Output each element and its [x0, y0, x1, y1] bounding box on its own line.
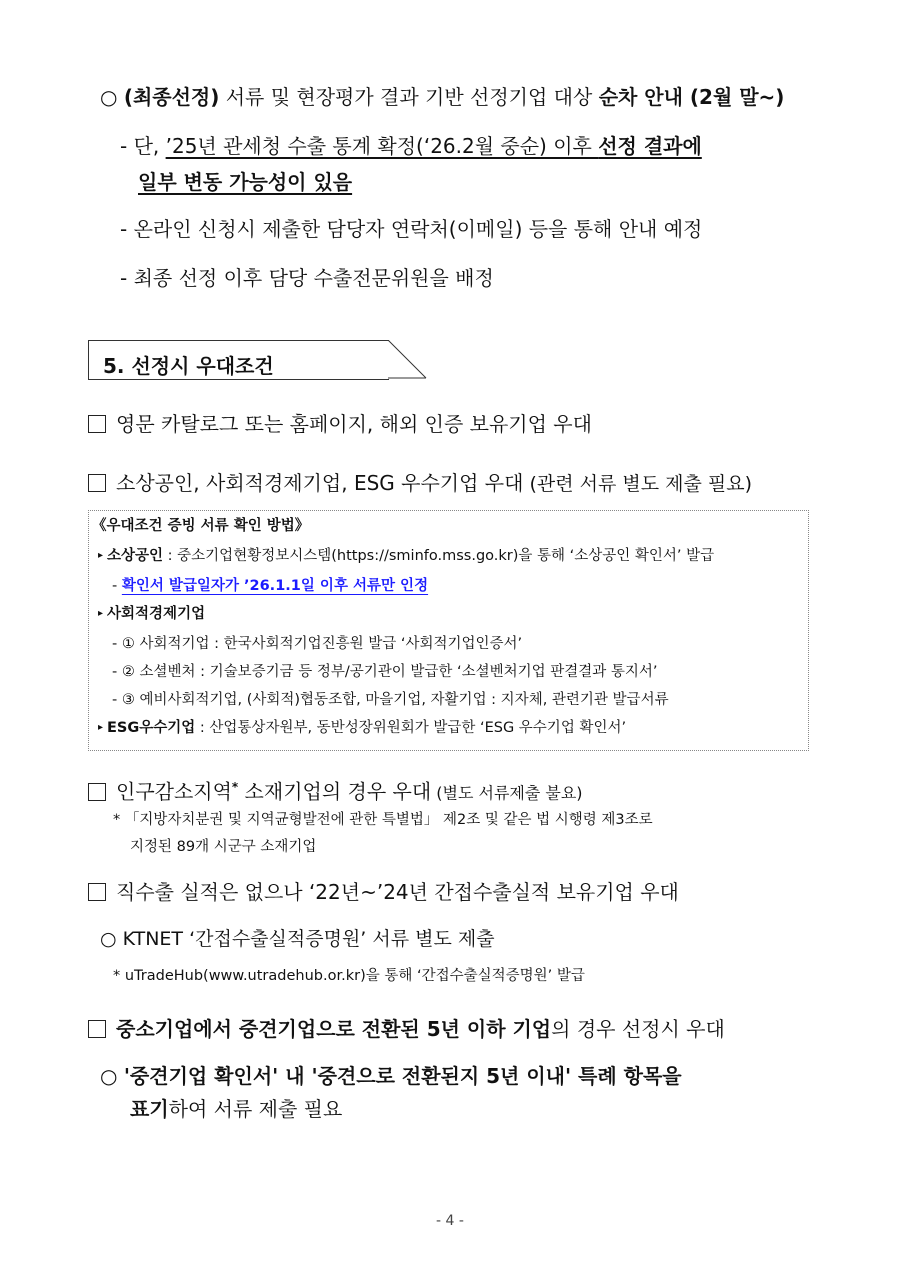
final-selection-bold: 순차 안내 (2월 말~): [598, 85, 785, 109]
evidence-social-2: - ② 소셜벤처 : 기술보증기금 등 정부/공기관이 발급한 ‘소셜벤처기업 판결결과 통지서’: [112, 664, 658, 680]
population-footnote-cont: 지정된 89개 시군구 소재기업: [130, 839, 317, 855]
label: 소상공인: [107, 548, 164, 564]
sub1-line2: 일부 변동 가능성이 있음: [138, 170, 353, 194]
text: : 중소기업현황정보시스템(https://sminfo.mss.go.kr)을 통해 ‘소상공인 확인서’ 발급: [163, 548, 715, 564]
dash: -: [112, 578, 122, 594]
footnote-marker: *: [231, 780, 239, 794]
page-number: - 4 -: [436, 1213, 464, 1229]
item-population: [88, 781, 583, 802]
item-text-bold: 중소기업에서 중견기업으로 전환된 5년 이하 기업: [116, 1017, 552, 1041]
checkbox-square-icon: [88, 415, 106, 433]
evidence-social-1: - ① 사회적기업 : 한국사회적기업진흥원 발급 ‘사회적기업인증서’: [112, 636, 523, 652]
checkbox-square-icon: [88, 883, 106, 901]
triangle-bullet-icon: ▸: [98, 722, 104, 733]
evidence-box: [88, 510, 809, 751]
triangle-bullet-icon: ▸: [98, 550, 104, 561]
final-selection-text: 서류 및 현장평가 결과 기반 선정기업 대상: [219, 85, 599, 109]
evidence-esg: [98, 721, 626, 736]
sub-text: 하여 서류 제출 필요: [168, 1097, 343, 1121]
highlight-note: 확인서 발급일자가 ’26.1.1일 이후 서류만 인정: [121, 578, 429, 594]
sub1-underlined: ’25년 관세청 수출 통계 확정(‘26.2월 중순) 이후: [165, 134, 599, 158]
text: : 산업통상자원부, 동반성장위원회가 발급한 ‘ESG 우수기업 확인서’: [195, 720, 627, 736]
item-note: (관련 서류 별도 제출 필요): [523, 473, 752, 495]
section-heading: [88, 340, 389, 380]
item-text: 직수출 실적은 없으나 ‘22년~’24년 간접수출실적 보유기업 우대: [116, 880, 679, 904]
section-heading-text: 5. 선정시 우대조건: [103, 354, 274, 378]
bullet: ○: [100, 1064, 124, 1088]
population-footnote: * 「지방자치분권 및 지역균형발전에 관한 특별법」 제2조 및 같은 법 시행령 제3조로: [113, 812, 653, 828]
evidence-social-3: - ③ 예비사회적기업, (사회적)협동조합, 마을기업, 자활기업 : 지자체, 관련기관 발급서류: [112, 692, 669, 708]
item-text: 인구감소지역: [116, 779, 232, 804]
bullet: ○: [100, 85, 118, 109]
item-text: 영문 카탈로그 또는 홈페이지, 해외 인증 보유기업 우대: [116, 412, 592, 436]
sub-item-contact: - 온라인 신청시 제출한 담당자 연락처(이메일) 등을 통해 안내 예정: [120, 217, 703, 241]
indirect-sub: ○ KTNET ‘간접수출실적증명원’ 서류 별도 제출: [100, 928, 495, 950]
sub1-bold: 선정 결과에: [598, 134, 702, 158]
sub1-prefix: - 단,: [120, 134, 166, 158]
indirect-footnote: * uTradeHub(www.utradehub.or.kr)을 통해 ‘간접수출실적증명원’ 발급: [113, 968, 585, 984]
triangle-bullet-icon: ▸: [98, 608, 104, 619]
item-note: (별도 서류제출 불요): [431, 783, 583, 803]
item-midsize: [88, 1019, 725, 1039]
evidence-box-title: 《우대조건 증빙 서류 확인 방법》: [92, 518, 310, 534]
item-indirect-export: [88, 882, 679, 902]
item-text: 소상공인, 사회적경제기업, ESG 우수기업 우대: [116, 471, 524, 495]
sub-bold: 표기: [130, 1097, 169, 1121]
midsize-sub-cont: [130, 1099, 342, 1119]
item-small-biz: [88, 473, 752, 494]
midsize-sub: [100, 1066, 682, 1086]
item-english-catalog: [88, 414, 592, 434]
evidence-small-biz-note: [112, 579, 428, 594]
label: 사회적경제기업: [107, 606, 206, 622]
item-text: 의 경우 선정시 우대: [551, 1017, 725, 1041]
label: ESG우수기업: [107, 720, 196, 736]
checkbox-square-icon: [88, 783, 106, 801]
checkbox-square-icon: [88, 474, 106, 492]
final-selection-line: [100, 87, 784, 107]
sub-item-assign: - 최종 선정 이후 담당 수출전문위원을 배정: [120, 266, 494, 290]
sub-item-stats: [120, 136, 702, 156]
item-text: 소재기업의 경우 우대: [238, 779, 432, 804]
final-selection-label: (최종선정): [123, 85, 220, 109]
sub-bold: '중견기업 확인서' 내 '중견으로 전환된지 5년 이내' 특례 항목을: [123, 1064, 682, 1088]
evidence-small-biz: [98, 549, 714, 564]
evidence-social: [98, 607, 205, 622]
checkbox-square-icon: [88, 1020, 106, 1038]
